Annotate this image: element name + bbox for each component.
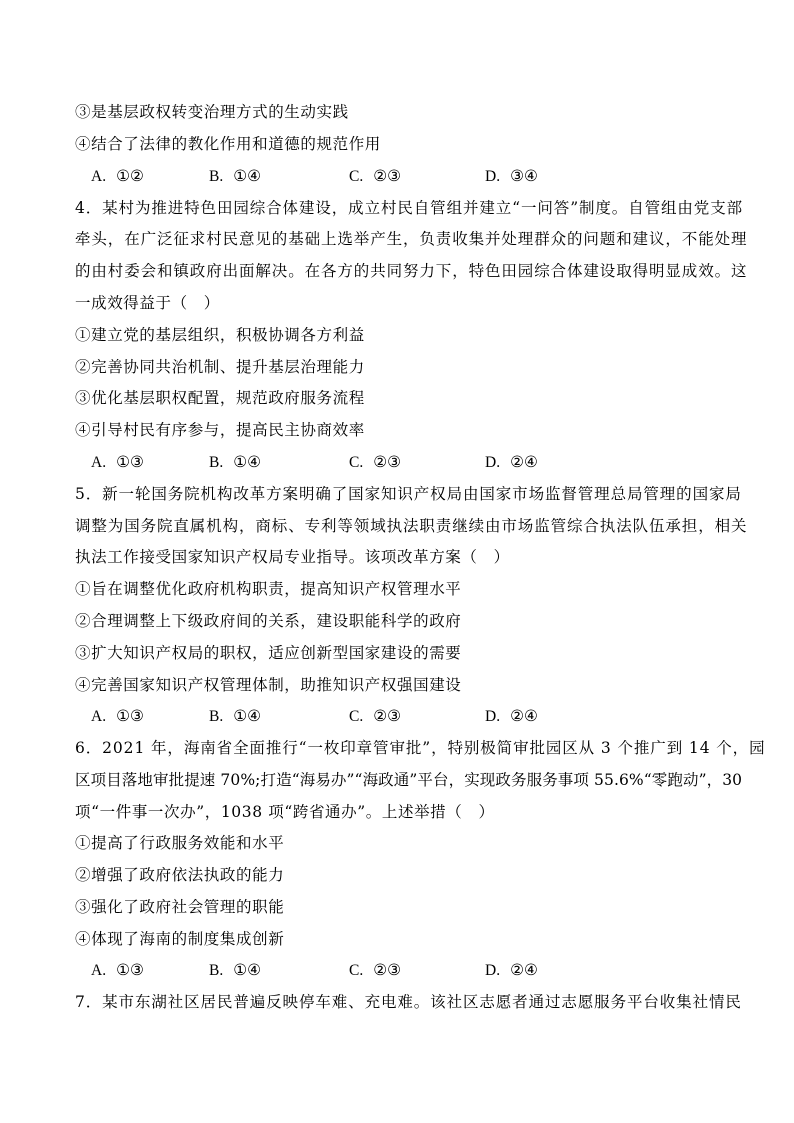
q4-stem-line-4: 一成效得益于（ ） (75, 294, 220, 312)
q5-statement-2: ②合理调整上下级政府间的关系，建设职能科学的政府 (75, 612, 462, 630)
q5-statement-4: ④完善国家知识产权管理体制，助推知识产权强国建设 (75, 676, 462, 694)
q4-stem-line-1: 4．某村为推进特色田园综合体建设，成立村民自管组并建立“一问答”制度。自管组由党支部 (75, 199, 744, 217)
q4-statement-4: ④引导村民有序参与，提高民主协商效率 (75, 421, 365, 439)
q5-option-d: D. ②④ (485, 707, 538, 725)
q4-statement-1: ①建立党的基层组织，积极协调各方利益 (75, 326, 365, 344)
q5-option-c: C. ②③ (349, 707, 402, 725)
q6-statement-3: ③强化了政府社会管理的职能 (75, 898, 285, 916)
q5-option-b: B. ①④ (209, 707, 262, 725)
q5-stem-line-2: 调整为国务院直属机构，商标、专利等领域执法职责继续由市场监管综合执法队伍承担，相关 (75, 517, 748, 535)
q6-statement-1: ①提高了行政服务效能和水平 (75, 834, 285, 852)
q6-statement-2: ②增强了政府依法执政的能力 (75, 866, 285, 884)
q6-stem-line-3: 项“一件事一次办”，1038 项“跨省通办”。上述举措（ ） (75, 803, 495, 821)
q5-statement-1: ①旨在调整优化政府机构职责，提高知识产权管理水平 (75, 580, 462, 598)
q4-option-d: D. ②④ (485, 453, 538, 471)
q4-stem-line-3: 的由村委会和镇政府出面解决。在各方的共同努力下，特色田园综合体建设取得明显成效。这 (75, 262, 748, 280)
q6-statement-4: ④体现了海南的制度集成创新 (75, 930, 285, 948)
q5-option-a: A. ①③ (91, 707, 144, 725)
q7-stem-line-1: 7．某市东湖社区居民普遍反映停车难、充电难。该社区志愿者通过志愿服务平台收集社情民 (75, 993, 742, 1011)
q6-option-b: B. ①④ (209, 961, 262, 979)
q6-stem-line-1: 6．2021 年，海南省全面推行“一枚印章管审批”，特别极简审批园区从 3 个推广到 14 个，园 (75, 739, 766, 757)
q3-statement-4: ④结合了法律的教化作用和道德的规范作用 (75, 135, 381, 153)
q4-option-c: C. ②③ (349, 453, 402, 471)
q4-statement-2: ②完善协同共治机制、提升基层治理能力 (75, 358, 365, 376)
q6-option-d: D. ②④ (485, 961, 538, 979)
q3-option-c: C. ②③ (349, 167, 402, 185)
q4-option-b: B. ①④ (209, 453, 262, 471)
q5-stem-line-3: 执法工作接受国家知识产权局专业指导。该项改革方案（ ） (75, 548, 510, 566)
q3-option-d: D. ③④ (485, 167, 538, 185)
q3-statement-3: ③是基层政权转变治理方式的生动实践 (75, 103, 349, 121)
q5-stem-line-1: 5．新一轮国务院机构改革方案明确了国家知识产权局由国家市场监督管理总局管理的国家局 (75, 485, 742, 503)
q6-option-c: C. ②③ (349, 961, 402, 979)
q6-stem-line-2: 区项目落地审批提速 70%;打造“海易办”“海政通”平台，实现政务服务事项 55.6%“零跑动”，30 (75, 771, 743, 789)
q3-option-a: A. ①② (91, 167, 144, 185)
q4-stem-line-2: 牵头，在广泛征求村民意见的基础上选举产生，负责收集并处理群众的问题和建议，不能处理 (75, 230, 748, 248)
q6-option-a: A. ①③ (91, 961, 144, 979)
q4-option-a: A. ①③ (91, 453, 144, 471)
q3-option-b: B. ①④ (209, 167, 262, 185)
q4-statement-3: ③优化基层职权配置，规范政府服务流程 (75, 389, 365, 407)
q5-statement-3: ③扩大知识产权局的职权，适应创新型国家建设的需要 (75, 644, 462, 662)
